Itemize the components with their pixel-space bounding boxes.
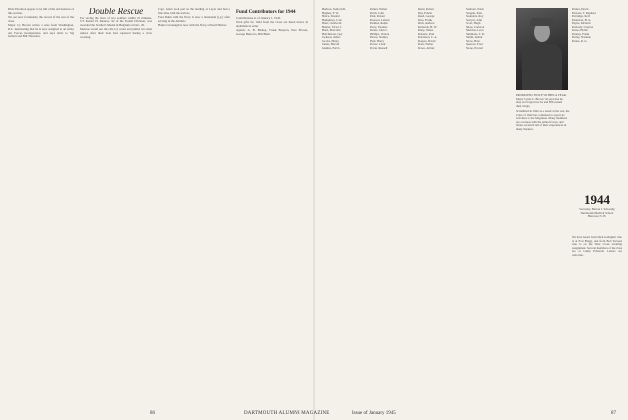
list-item: Shaw, Carleton (466, 24, 485, 29)
list-item: Jenkins, Earl L. (322, 46, 341, 51)
paragraph: Scrambled in 1942 as a result of the war, the Class of 1942 has continued to report its activities to the Magazine. Many members are overseas with the armed forces, and letters received tell of their experiences in many theaters. (516, 110, 570, 131)
list-item: Rand, Robert (418, 8, 434, 11)
name-list-1 (322, 8, 368, 402)
list-item: Parker, Paul L. (572, 8, 590, 11)
list-item: Sanborn, Earle (466, 8, 484, 11)
article-headline: Double Rescue (88, 8, 144, 16)
list-item: James, Harold (322, 42, 340, 47)
list-item: Pettee, R. G. (572, 38, 588, 43)
list-item: Simmons, T. R. (466, 31, 485, 36)
list-item: Scott, Hugh (466, 21, 481, 26)
paragraph: Hank Cavanaugh is now with the Navy at Pearl Harbor. (158, 23, 227, 28)
class-year-heading: 1944 (584, 192, 610, 207)
list-item: Rich, Andrew (418, 21, 435, 26)
list-item: Hutchinson, Guy (322, 31, 343, 36)
paragraph: Dick Thornton appear to be full of the old nuances of this section. (8, 8, 74, 15)
list-item: Potter, Russell (370, 46, 388, 51)
list-item: Peters, John C. (370, 28, 388, 33)
portrait-photo (516, 8, 568, 90)
list-item: Rice, Frank (418, 17, 432, 22)
paragraph: For saving the lives of two soldiers within 25 minutes, T/3 Robert H. Monroe '42 of the Fourth Division, was awarded the Soldier's Medal in Belgium on Dec. 20. (80, 15, 152, 27)
paragraph: Monroe swam out into the icy water and pulled two men ashore after their boat had capsized during a river crossing. (80, 27, 152, 39)
list-item: Robinson, C. A. (418, 35, 438, 40)
list-item: Paul, Robert (370, 14, 385, 19)
left-column-2 (80, 8, 152, 402)
list-item: Rowe, Arthur (418, 46, 435, 51)
list-item: Sawyer, John (466, 17, 483, 22)
class-1944-notes (572, 236, 622, 402)
list-item: Hurd, Malcolm (322, 28, 341, 33)
paragraph: Major Cy Brown writes a note from Washington, D.C. mentioning that he is now assigned to an Army Air Forces headquarters, and says hello to Sig Gilbert and Bill Thornton. (8, 23, 74, 39)
paragraph: Capt. Giazi took part in the landing at Leyte and had a fine time with the natives. (158, 8, 230, 15)
list-item: Partridge, Rolf (572, 14, 590, 19)
left-column-4 (236, 8, 308, 402)
list-item: Pearson, Leland (370, 17, 390, 22)
paragraph: Agents: A. B. Bishop, Frank Brayton, Pete Brown, George Burrows, Bill Bush. (236, 28, 308, 36)
name-list-4 (466, 8, 512, 402)
list-item: Penney, Frank (572, 31, 590, 36)
list-item: Perkins, Ralph (370, 21, 388, 26)
list-item: Rogers, David (418, 38, 436, 43)
issue-date: Issue of January 1945 (352, 411, 396, 416)
list-item: Snow, Hale (466, 38, 480, 43)
list-item: Hughes, F. W. (322, 10, 339, 15)
list-item: Roberts, Paul (418, 31, 435, 36)
list-item: Peabody, Clayton (572, 24, 594, 29)
paragraph: Fred Dunn with the Navy is now a lieutenant (j.g.) after serving in the Atlantic. (158, 15, 230, 23)
list-item: Patterson, H. A. (572, 17, 592, 22)
name-list-3 (418, 8, 464, 402)
class-secretary-info: Secretary, Berton J. Schoenig Dartmouth Medical School Hanover, N. H. (579, 207, 615, 219)
list-item: Platt, Harry (370, 38, 384, 43)
list-item: Parsons, T. Raphael (572, 10, 596, 15)
paragraph: We have heard from Dick Gallagher who is at Fort Bragg, and from Bob Stevens who is on the West Coast awaiting assignment. Several members of the class are at Camp Edwards. Letters are welcome. (572, 236, 622, 257)
page-number-right: 87 (611, 411, 616, 416)
list-item: Pierce, Stanley (370, 35, 388, 40)
list-item: Richards, H. W. (418, 24, 438, 29)
list-item: Hudson, Sanford R. (322, 8, 346, 11)
list-item: Perley, Norman (572, 35, 591, 40)
list-item: Pease, Hollis (572, 28, 588, 33)
list-item: Stone, Everett (466, 46, 483, 51)
list-item: Porter, Clark (370, 42, 386, 47)
list-item: Saunders, Roy (466, 14, 484, 19)
page-number-left: 86 (150, 411, 155, 416)
paragraph: Contributions as of January 1, 1945. (236, 15, 281, 20)
list-item: Reed, George (418, 14, 435, 19)
fund-subhead: Fund Contributors for 1944 (236, 10, 296, 15)
list-item: Riley, James (418, 28, 434, 33)
list-item: Parker, Walter (370, 8, 388, 11)
left-column-3 (158, 8, 230, 402)
paragraph: We see now fortunately the record of the rest of the class. (8, 15, 74, 23)
name-list-2 (370, 8, 416, 402)
list-item: Jacobs, Henry (322, 38, 339, 43)
list-item: Hulce, Donald (322, 14, 340, 19)
list-item: Hunt, Charles R. (322, 21, 343, 26)
list-item: Patch, John (370, 10, 384, 15)
list-item: Humphrey, Cole (322, 17, 342, 22)
paragraph: Total gifts for 1944 from the Class are listed below in alphabetical order. (236, 20, 308, 28)
name-list-5 (572, 8, 622, 188)
list-item: Spencer, Fred (466, 42, 483, 47)
right-page (314, 0, 628, 402)
list-item: Payne, Richard (572, 21, 591, 26)
list-item: Smith, Arthur (466, 35, 483, 40)
list-item: Sargent, Paul (466, 10, 482, 15)
list-item: Phillips, Vernon (370, 31, 390, 36)
list-item: Hunter, Victor J. (322, 24, 342, 29)
list-item: Sheldon, Leon (466, 28, 484, 33)
photo-caption: PROMOTED TWICE WITHIN A YEAR, Major Cyrus C. Brown '42 says that he may not forget how he and Bill earned their wings. (516, 93, 567, 108)
list-item: Jackson, Albert (322, 35, 341, 40)
class-notes-text (516, 110, 570, 402)
list-item: Ray, Edwin (418, 10, 432, 15)
list-item: Perry, Thomas (370, 24, 388, 29)
list-item: Ross, Walter (418, 42, 434, 47)
magazine-name: DARTMOUTH ALUMNI MAGAZINE (244, 411, 330, 416)
left-column-1 (8, 8, 74, 402)
left-page (0, 0, 314, 402)
